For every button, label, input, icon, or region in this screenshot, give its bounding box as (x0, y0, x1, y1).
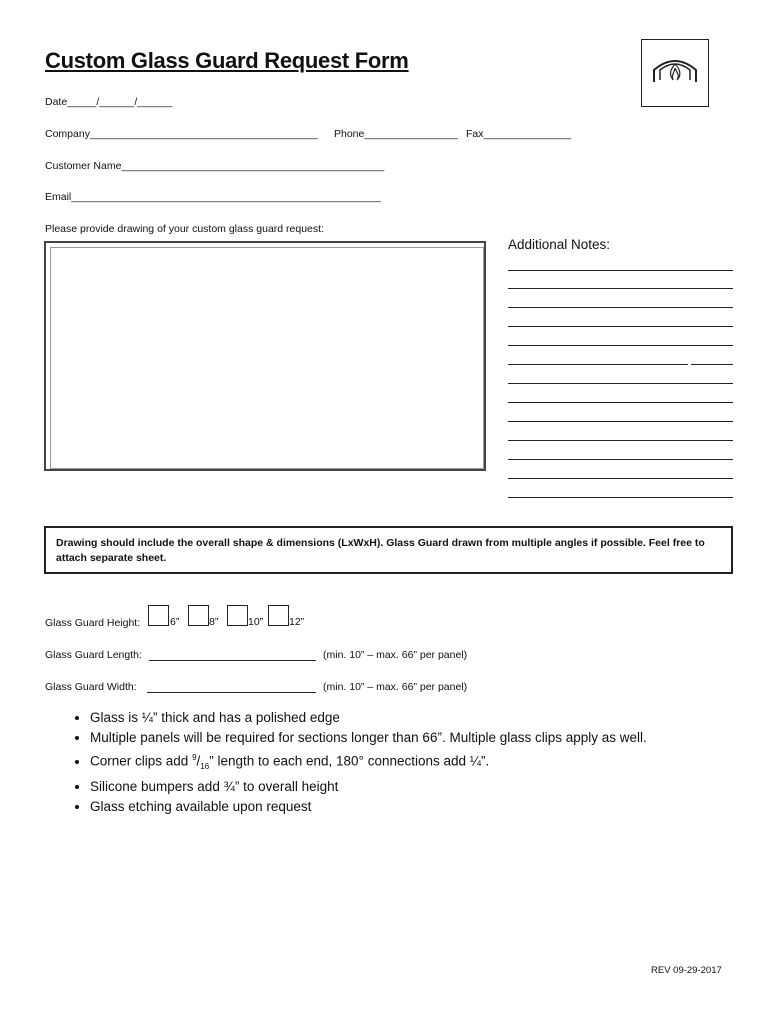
list-item: • Glass is ¼” thick and has a polished edge (90, 708, 647, 728)
length-input[interactable] (149, 650, 316, 661)
height-6-label: 6” (170, 616, 180, 628)
fireplace-arch-flame-icon (642, 40, 708, 106)
specs-list (60, 708, 647, 817)
height-8-checkbox[interactable] (188, 605, 209, 626)
height-10-label: 10” (248, 616, 264, 628)
drawing-area[interactable] (44, 241, 486, 471)
list-item: • Silicone bumpers add ¾” to overall height (90, 777, 647, 797)
fraction-numerator: 9 (192, 753, 197, 762)
notes-line[interactable] (508, 345, 733, 346)
notes-line[interactable] (508, 288, 733, 289)
notes-line[interactable] (508, 364, 733, 365)
width-hint: (min. 10” – max. 66” per panel) (323, 681, 468, 693)
height-8-label: 8” (209, 616, 219, 628)
list-item: • Glass etching available upon request (90, 797, 647, 817)
notes-line[interactable] (508, 326, 733, 327)
notes-line[interactable] (508, 307, 733, 308)
list-item: • Multiple panels will be required for sections longer than 66”. Multiple glass clips apply as well. (90, 728, 647, 748)
fraction-denominator: 16 (200, 762, 210, 772)
drawing-prompt: Please provide drawing of your custom glass guard request: (45, 223, 324, 235)
length-label: Glass Guard Length: (45, 649, 142, 661)
phone-field[interactable]: Phone________________ (334, 128, 458, 140)
corner-clips-prefix: Corner clips add (90, 753, 189, 769)
form-title: Custom Glass Guard Request Form (45, 48, 409, 73)
company-field[interactable]: Company_______________________________________ (45, 128, 318, 140)
corner-clips-rest: length to each end, 180° connections add ¼”. (217, 753, 490, 769)
height-10-checkbox[interactable] (227, 605, 248, 626)
list-item: • Corner clips add $^9/_{16}$” length to each end, 180° connections add ¼”. (90, 748, 647, 777)
notes-line[interactable] (508, 270, 733, 271)
drawing-instructions-notice: Drawing should include the overall shape & dimensions (LxWxH). Glass Guard drawn from multiple angles if possible. Feel free to attach separate sheet. (44, 526, 733, 574)
date-field[interactable]: Date_____/______/______ (45, 96, 173, 108)
height-6-checkbox[interactable] (148, 605, 169, 626)
drawing-area-inner (50, 247, 484, 469)
width-label: Glass Guard Width: (45, 681, 137, 693)
height-label: Glass Guard Height: (45, 617, 141, 629)
notes-line[interactable] (508, 497, 733, 498)
notes-line[interactable] (508, 478, 733, 479)
additional-notes-label: Additional Notes: (508, 237, 611, 252)
notes-line[interactable] (508, 459, 733, 460)
fax-field[interactable]: Fax_______________ (466, 128, 572, 140)
width-input[interactable] (147, 682, 316, 693)
notes-line[interactable] (508, 421, 733, 422)
notes-line[interactable] (508, 440, 733, 441)
inch-mark: ” (209, 753, 214, 769)
height-12-checkbox[interactable] (268, 605, 289, 626)
email-field[interactable]: Email_____________________________________________________ (45, 191, 381, 203)
notes-line[interactable] (508, 402, 733, 403)
revision-label: REV 09-29-2017 (651, 965, 722, 976)
company-logo (641, 39, 709, 107)
length-hint: (min. 10” – max. 66” per panel) (323, 649, 468, 661)
height-12-label: 12” (289, 616, 305, 628)
customer-name-field[interactable]: Customer Name_____________________________________________ (45, 160, 385, 172)
notes-line[interactable] (508, 383, 733, 384)
